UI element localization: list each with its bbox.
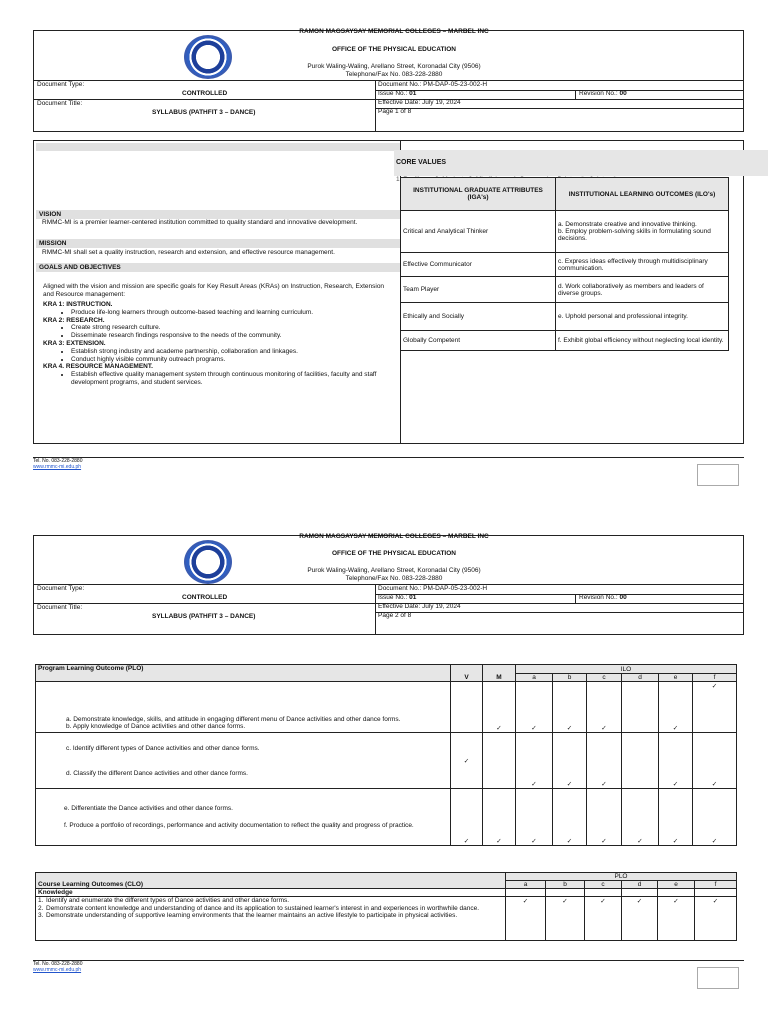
check-mark: ✓	[516, 789, 553, 846]
check-mark: ✓	[516, 733, 553, 789]
check-mark: ✓	[506, 897, 546, 941]
check-mark: ✓	[693, 789, 737, 846]
ilo-outcomes: d. Work collaboratively as members and leaders of diverse groups.	[556, 277, 729, 303]
plo-table	[35, 664, 737, 846]
iga-attr: Ethically and Socially	[401, 303, 556, 331]
check-mark: ✓	[587, 682, 622, 733]
plo-label: PLO	[506, 873, 737, 881]
clo-item: Demonstrate content knowledge and understanding of dance and its application to sustained learner's interest in and experiences in worthwhile dance.	[46, 904, 480, 912]
clo-number: 3.	[38, 912, 44, 919]
check-mark: ✓	[622, 897, 658, 941]
college-logo-icon	[184, 540, 232, 584]
plo-row	[36, 733, 737, 789]
clo-table	[35, 872, 737, 941]
check-mark: ✓	[483, 682, 516, 733]
check-mark: ✓	[546, 897, 585, 941]
kra-1-title: KRA 1: INSTRUCTION.	[43, 301, 113, 308]
page2-header	[33, 535, 744, 635]
doc-title-label: Document Title:	[37, 604, 83, 611]
check-mark: ✓	[659, 682, 693, 733]
knowledge-label: Knowledge	[36, 889, 506, 897]
iga-ilo-table	[400, 177, 729, 351]
kra-3-item: • Establish strong industry and academe partnership, collaboration and linkages.	[71, 348, 395, 356]
doc-type-value: CONTROLLED	[182, 594, 228, 601]
ilo-col-c: c	[587, 674, 622, 682]
core-values-band	[394, 150, 768, 176]
footer-web[interactable]: www.rmmc-mi.edu.ph	[33, 464, 82, 470]
plo-item: c. Identify different types of Dance activities and other dance forms.	[66, 744, 260, 752]
ilo-header: INSTITUTIONAL LEARNING OUTCOMES (ILO's)	[556, 178, 729, 211]
plo-col-b: b	[546, 881, 585, 889]
doc-type-value: CONTROLLED	[182, 90, 228, 97]
footer-web[interactable]: www.rmmc-mi.edu.ph	[33, 967, 82, 973]
goals-title: GOALS AND OBJECTIVES	[36, 263, 400, 272]
footer-tel: Tel. No. 083-228-2880	[33, 458, 83, 464]
kra-2-title: KRA 2: RESEARCH.	[43, 316, 105, 324]
plo-item: e. Differentiate the Dance activities and other dance forms.	[64, 805, 233, 812]
kra-4-item: • Establish effective quality management system through continuous monitoring of facilities, faculty and staff development programs, and student services.	[71, 371, 395, 387]
check-mark: ✓	[659, 789, 693, 846]
check-mark: ✓	[451, 789, 483, 846]
ilo-col-b: b	[553, 674, 587, 682]
address: Purok Waling-Waling, Arellano Street, Koronadal City (9506)	[307, 63, 481, 70]
kra-2-item: • Disseminate research findings responsive to the needs of the community.	[71, 332, 395, 340]
office-name: OFFICE OF THE PHYSICAL EDUCATION	[332, 46, 456, 53]
clo-row	[36, 897, 737, 941]
plo-item: d. Classify the different Dance activities and other dance forms.	[66, 769, 248, 777]
check-mark: ✓	[693, 682, 737, 733]
goals-intro: Aligned with the vision and mission are specific goals for Key Result Areas (KRAs) on Instruction, Research, Extension and Resource management:	[43, 283, 385, 298]
page1-header	[33, 30, 744, 132]
check-mark: ✓	[451, 733, 483, 789]
plo-item: f. Produce a portfolio of recordings, performance and activity documentation to reflect the quality and progress of practice.	[64, 822, 414, 829]
check-mark: ✓	[658, 897, 695, 941]
plo-row	[36, 682, 737, 733]
revision-no: Revision No.: 00	[579, 90, 627, 97]
check-mark: ✓	[695, 897, 737, 941]
ilo-col-f: f	[693, 674, 737, 682]
check-mark: ✓	[659, 733, 693, 789]
doc-title-value: SYLLABUS (PATHFIT 3 – DANCE)	[152, 109, 256, 116]
ilo-label: ILO	[516, 665, 737, 674]
clo-item: Demonstrate understanding of supportive learning environments that the learner maintains an active lifestyle to participate in physical activities.	[46, 912, 458, 919]
clo-number: 1.	[38, 897, 44, 904]
certification-logo-icon	[697, 967, 739, 989]
plo-col-c: c	[585, 881, 622, 889]
doc-no: Document No.: PM-DAP-05-23-002-H	[378, 585, 488, 592]
kra-list	[43, 301, 395, 387]
check-mark: ✓	[553, 733, 587, 789]
ilo-col-d: d	[622, 674, 659, 682]
mission-text: RMMC-MI shall set a quality instruction, research and extension, and effective resource management.	[42, 249, 335, 256]
college-name: RAMON MAGSAYSAY MEMORIAL COLLEGES – MARBEL INC	[299, 28, 489, 35]
check-mark: ✓	[516, 682, 553, 733]
page2-footer	[33, 960, 744, 973]
iga-attr: Team Player	[401, 277, 556, 303]
plo-col-d: d	[622, 881, 658, 889]
page-number: Page 2 of 8	[378, 612, 412, 619]
plo-row	[36, 789, 737, 846]
ilo-outcomes: a. Demonstrate creative and innovative thinking. b. Employ problem-solving skills in formulating sound decisions.	[556, 211, 729, 253]
mission-title: MISSION	[36, 239, 400, 248]
plo-col-a: a	[506, 881, 546, 889]
clo-item: Identify and enumerate the different types of Dance activities and other dance forms.	[46, 897, 290, 904]
doc-title-label: Document Title:	[37, 100, 83, 107]
vision-text: RMMC-MI is a premier learner-centered institution committed to quality standard and innovative development.	[42, 219, 358, 226]
certification-logo-icon	[697, 464, 739, 486]
kra-3-item: • Conduct highly visible community outreach programs.	[71, 356, 395, 364]
ilo-col-a: a	[516, 674, 553, 682]
plo-item: a. Demonstrate knowledge, skills, and attitude in engaging different menu of Dance activities and other dance forms.	[66, 716, 401, 723]
plo-title: Program Learning Outcome (PLO)	[36, 665, 451, 682]
effective-date: Effective Date: July 19, 2024	[378, 99, 461, 106]
col-m: M	[483, 665, 516, 682]
check-mark: ✓	[553, 682, 587, 733]
ilo-outcomes: e. Uphold personal and professional integrity.	[556, 303, 729, 331]
issue-no: Issue No.: 01	[378, 594, 417, 601]
doc-no: Document No.: PM-DAP-05-23-002-H	[378, 81, 488, 88]
core-values-title: CORE VALUES	[396, 159, 447, 166]
issue-no: Issue No.: 01	[378, 90, 417, 97]
kra-3-title: KRA 3: EXTENSION.	[43, 339, 106, 347]
clo-title: Course Learning Outcomes (CLO)	[36, 873, 506, 889]
kra-2-item: • Create strong research culture.	[71, 324, 395, 332]
check-mark: ✓	[553, 789, 587, 846]
plo-col-e: e	[658, 881, 695, 889]
kra-4-title: KRA 4. RESOURCE MANAGEMENT.	[43, 363, 153, 371]
iga-attr: Effective Communicator	[401, 253, 556, 277]
col-v: V	[451, 665, 483, 682]
vision-title: VISION	[36, 210, 400, 219]
check-mark: ✓	[693, 733, 737, 789]
ilo-outcomes: c. Express ideas effectively through multidisciplinary communication.	[556, 253, 729, 277]
phone: Telephone/Fax No. 083-228-2880	[345, 71, 443, 78]
kra-1-item: • Produce life-long learners through outcome-based teaching and learning curriculum.	[71, 309, 395, 317]
iga-attr: Critical and Analytical Thinker	[401, 211, 556, 253]
ilo-outcomes: f. Exhibit global efficiency without neglecting local identity.	[556, 331, 729, 351]
college-name: RAMON MAGSAYSAY MEMORIAL COLLEGES – MARBEL INC	[299, 533, 489, 540]
plo-col-f: f	[695, 881, 737, 889]
effective-date: Effective Date: July 19, 2024	[378, 603, 461, 610]
clo-number: 2.	[38, 904, 44, 912]
iga-attr: Globally Competent	[401, 331, 556, 351]
address: Purok Waling-Waling, Arellano Street, Koronadal City (9506)	[307, 567, 481, 574]
footer-tel: Tel. No. 083-228-2880	[33, 961, 83, 967]
office-name: OFFICE OF THE PHYSICAL EDUCATION	[332, 550, 456, 557]
doc-type-label: Document Type:	[37, 585, 85, 592]
page1-body	[33, 140, 744, 444]
college-logo-icon	[184, 35, 232, 79]
check-mark: ✓	[622, 789, 659, 846]
doc-title-value: SYLLABUS (PATHFIT 3 – DANCE)	[152, 613, 256, 620]
page-number: Page 1 of 8	[378, 108, 412, 115]
revision-no: Revision No.: 00	[579, 594, 627, 601]
phone: Telephone/Fax No. 083-228-2880	[345, 575, 443, 582]
ilo-col-e: e	[659, 674, 693, 682]
check-mark: ✓	[483, 789, 516, 846]
core-values-list: 1. Resilience 2. Modesty 3. Mindfulness 4. Compassion 5. Integrity 6. Integrity	[396, 176, 620, 183]
check-mark: ✓	[587, 733, 622, 789]
doc-type-label: Document Type:	[37, 81, 85, 88]
check-mark: ✓	[587, 789, 622, 846]
page1-footer	[33, 457, 744, 470]
plo-item: b. Apply knowledge of Dance activities and other dance forms.	[66, 723, 246, 730]
iga-header: INSTITUTIONAL GRADUATE ATTRIBUTES (IGA's)	[401, 178, 556, 211]
check-mark: ✓	[585, 897, 622, 941]
